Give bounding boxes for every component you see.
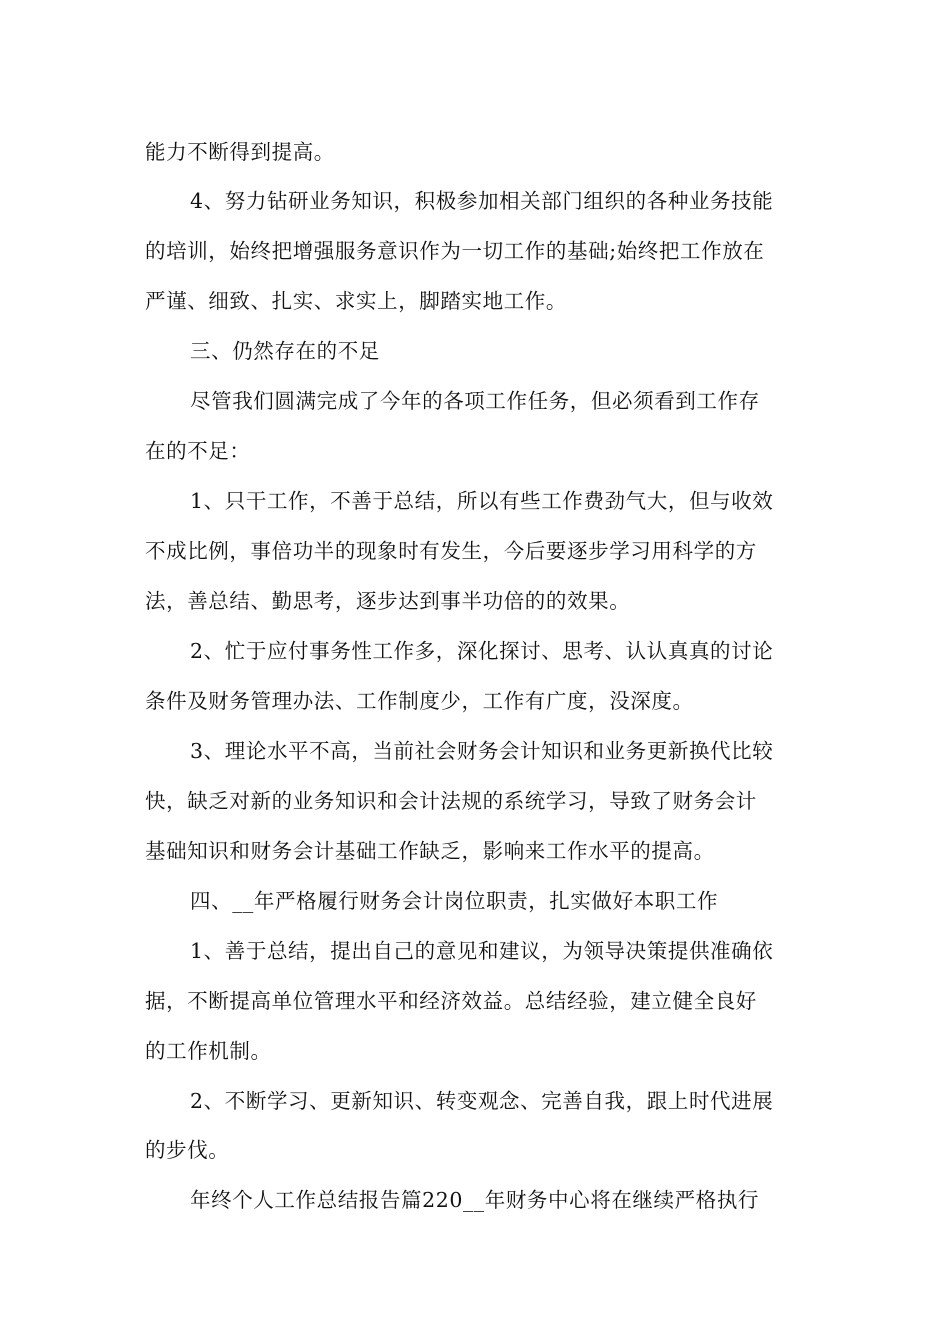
text-line: 3、理论水平不高，当前社会财务会计知识和业务更新换代比较 (190, 739, 774, 763)
text-line: 据，不断提高单位管理水平和经济效益。总结经验，建立健全良好 (145, 989, 757, 1013)
text-line: 的培训，始终把增强服务意识作为一切工作的基础;始终把工作放在 (145, 239, 765, 263)
text-line: 尽管我们圆满完成了今年的各项工作任务，但必须看到工作存 (190, 389, 760, 413)
text-line: 不成比例，事倍功半的现象时有发生，今后要逐步学习用科学的方 (145, 539, 757, 563)
section-heading: 四、__年严格履行财务会计岗位职责，扎实做好本职工作 (190, 889, 719, 913)
text-line: 2、不断学习、更新知识、转变观念、完善自我，跟上时代进展 (190, 1089, 774, 1113)
text-line: 4、努力钻研业务知识，积极参加相关部门组织的各种业务技能 (190, 189, 774, 213)
text-line: 1、善于总结，提出自己的意见和建议，为领导决策提供准确依 (190, 939, 774, 963)
text-line: 的工作机制。 (145, 1039, 272, 1063)
text-line: 条件及财务管理办法、工作制度少，工作有广度，没深度。 (145, 689, 694, 713)
text-line: 快，缺乏对新的业务知识和会计法规的系统学习，导致了财务会计 (145, 789, 757, 813)
text-line: 1、只干工作，不善于总结，所以有些工作费劲气大，但与收效 (190, 489, 774, 513)
text-line: 能力不断得到提高。 (145, 140, 335, 164)
text-line: 年终个人工作总结报告篇220__年财务中心将在继续严格执行 (190, 1188, 760, 1212)
text-line: 严谨、细致、扎实、求实上，脚踏实地工作。 (145, 289, 567, 313)
text-line: 在的不足： (145, 439, 251, 463)
text-line: 法，善总结、勤思考，逐步达到事半功倍的的效果。 (145, 589, 631, 613)
text-line: 2、忙于应付事务性工作多，深化探讨、思考、认认真真的讨论 (190, 639, 774, 663)
text-line: 的步伐。 (145, 1138, 230, 1162)
text-line: 基础知识和财务会计基础工作缺乏，影响来工作水平的提高。 (145, 839, 715, 863)
section-heading: 三、仍然存在的不足 (190, 339, 380, 363)
